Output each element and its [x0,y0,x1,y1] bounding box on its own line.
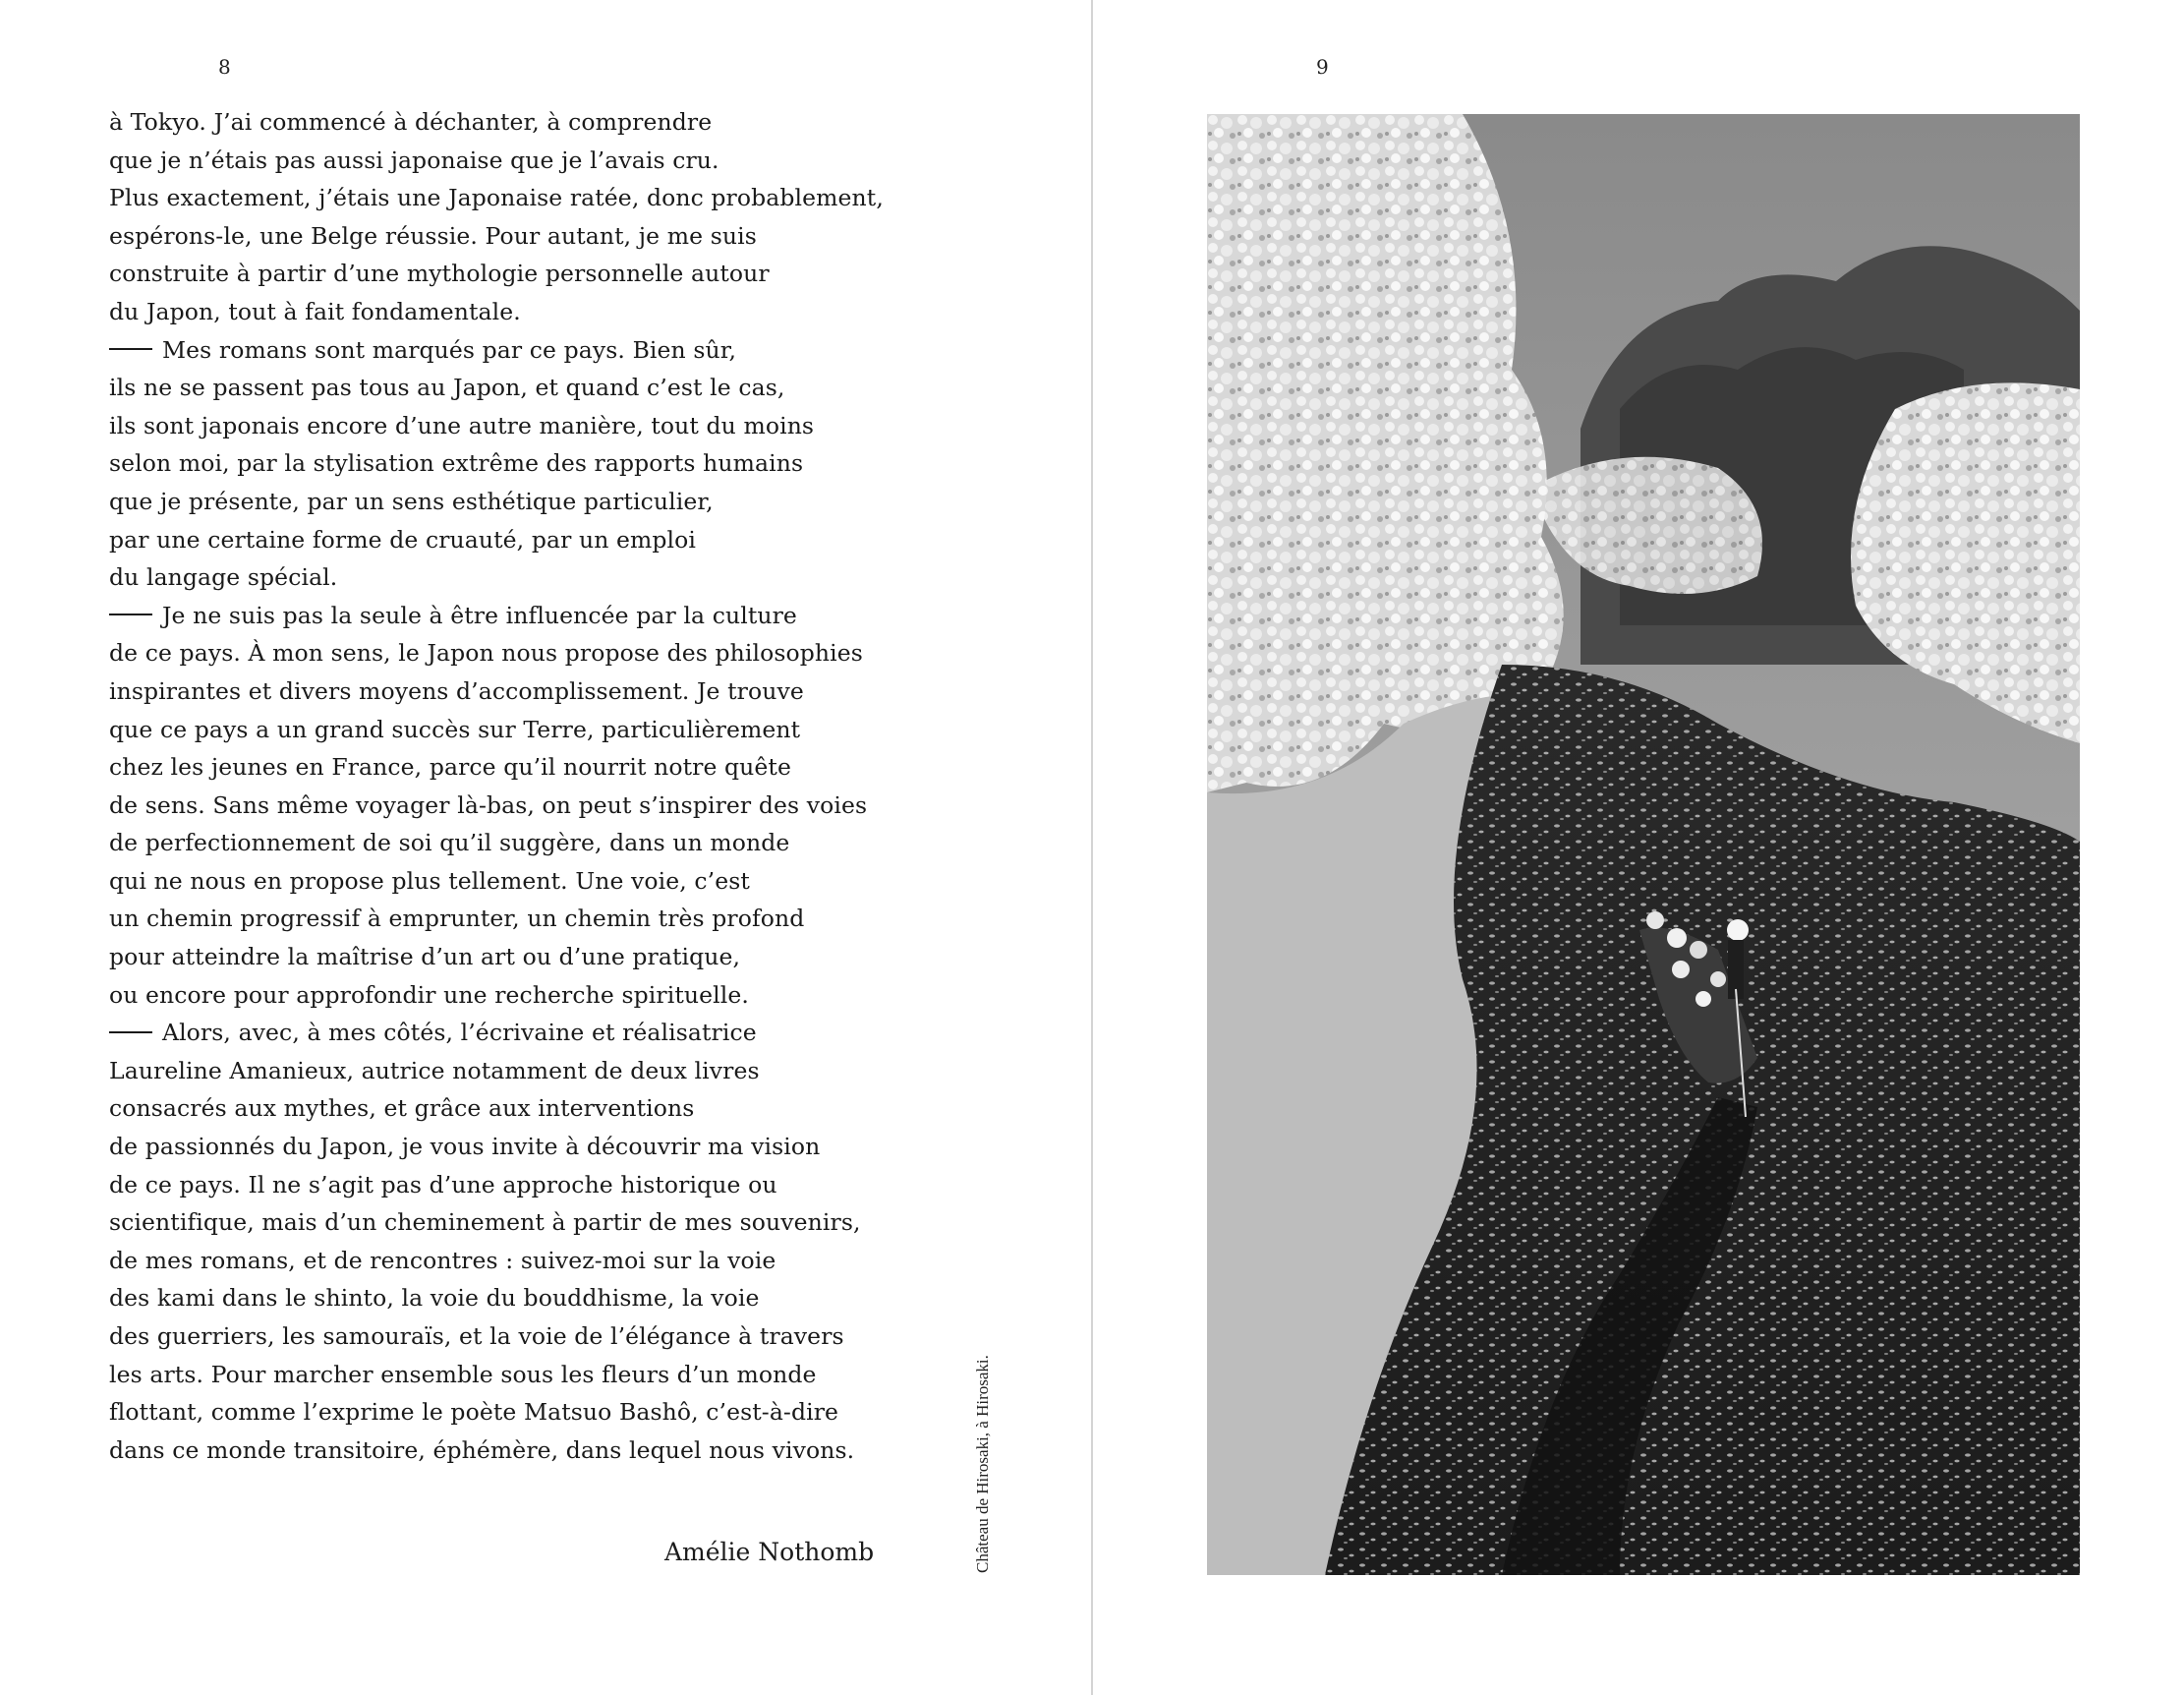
text-line [109,1317,886,1356]
text-line-content: Je ne suis pas la seule à être influencée par la culture [162,601,797,629]
text-line [109,444,886,483]
text-line-content: selon moi, par la stylisation extrême des rapports humains [109,449,804,478]
text-line-content: que je présente, par un sens esthétique particulier, [109,487,714,515]
text-line-content: chez les jeunes en France, parce qu’il nourrit notre quête [109,753,791,782]
text-line [109,521,886,559]
text-line [109,1166,886,1204]
text-line [109,597,886,635]
text-line-content: dans ce monde transitoire, éphémère, dans lequel nous vivons. [109,1435,855,1464]
text-line [109,293,886,331]
text-line-content: scientifique, mais d’un cheminement à partir de mes souvenirs, [109,1208,861,1237]
text-line-content: à Tokyo. J’ai commencé à déchanter, à comprendre [109,108,713,136]
text-line-content: consacrés aux mythes, et grâce aux interventions [109,1094,695,1123]
text-line [109,824,886,862]
text-line [109,1279,886,1317]
text-line [109,1356,886,1394]
text-line-content: que ce pays a un grand succès sur Terre, particulièrement [109,715,801,743]
text-line [109,217,886,256]
left-page [0,0,1091,1695]
page-number: 9 [1316,55,1329,79]
text-line-content: de ce pays. À mon sens, le Japon nous propose des philosophies [109,639,863,668]
text-line-content: de ce pays. Il ne s’agit pas d’une approche historique ou [109,1170,777,1198]
text-line [109,1203,886,1242]
author-signature: Amélie Nothomb [664,1538,875,1566]
em-dash-rule [109,614,152,615]
text-line [109,1052,886,1090]
text-line-content: un chemin progressif à emprunter, un chemin très profond [109,905,805,933]
text-line [109,672,886,711]
text-line [109,976,886,1015]
text-line [109,634,886,672]
text-line-content: que je n’étais pas aussi japonaise que je l’avais cru. [109,146,719,174]
em-dash-rule [109,1031,152,1033]
text-line-content: des guerriers, les samouraïs, et la voie de l’élégance à travers [109,1322,844,1350]
em-dash-rule [109,348,152,350]
text-line-content: ils ne se passent pas tous au Japon, et quand c’est le cas, [109,374,785,402]
text-line [109,862,886,901]
text-line [109,483,886,521]
text-line [109,711,886,749]
page-number: 8 [218,55,231,79]
text-line [109,1242,886,1280]
text-line-content: construite à partir d’une mythologie personnelle autour [109,260,770,288]
text-line-content: Alors, avec, à mes côtés, l’écrivaine et réalisatrice [162,1019,757,1047]
text-line-content: pour atteindre la maîtrise d’un art ou d’une pratique, [109,943,741,971]
text-line [109,369,886,407]
text-line [109,1089,886,1128]
text-line-content: qui ne nous en propose plus tellement. Une voie, c’est [109,866,750,895]
text-line [109,1014,886,1052]
text-line [109,787,886,825]
text-line [109,1128,886,1166]
body-text [109,103,886,1469]
photo-caption: Château de Hirosaki, à Hirosaki. [973,1355,992,1573]
text-line [109,331,886,370]
text-line [109,1432,886,1470]
text-line-content: Laureline Amanieux, autrice notamment de deux livres [109,1056,760,1084]
text-line-content: ils sont japonais encore d’une autre manière, tout du moins [109,411,815,439]
text-line-content: espérons-le, une Belge réussie. Pour autant, je me suis [109,221,757,250]
text-line-content: flottant, comme l’exprime le poète Matsuo Bashô, c’est-à-dire [109,1398,839,1427]
photo-cherry-blossom-moat [1207,114,2080,1575]
text-line [109,407,886,445]
text-line [109,1393,886,1432]
text-line-content: Mes romans sont marqués par ce pays. Bien sûr, [162,335,737,364]
text-line-content: inspirantes et divers moyens d’accomplissement. Je trouve [109,676,804,705]
text-line [109,142,886,180]
text-line-content: du Japon, tout à fait fondamentale. [109,297,521,325]
text-line [109,103,886,142]
text-line-content: les arts. Pour marcher ensemble sous les fleurs d’un monde [109,1360,817,1388]
text-line-content: des kami dans le shinto, la voie du bouddhisme, la voie [109,1284,760,1313]
text-line-content: du langage spécial. [109,563,338,592]
text-line-content: par une certaine forme de cruauté, par un emploi [109,525,697,554]
text-line [109,255,886,293]
text-line-content: de perfectionnement de soi qu’il suggère, dans un monde [109,829,790,857]
text-line-content: Plus exactement, j’étais une Japonaise ratée, donc probablement, [109,184,884,212]
text-line-content: de passionnés du Japon, je vous invite à découvrir ma vision [109,1133,821,1161]
text-line-content: de sens. Sans même voyager là-bas, on peut s’inspirer des voies [109,790,868,819]
text-line [109,748,886,787]
text-line-content: de mes romans, et de rencontres : suivez-moi sur la voie [109,1246,776,1274]
text-line [109,558,886,597]
right-page [1093,0,2184,1695]
text-line [109,179,886,217]
text-line-content: ou encore pour approfondir une recherche spirituelle. [109,980,749,1009]
text-line [109,938,886,976]
text-line [109,900,886,938]
